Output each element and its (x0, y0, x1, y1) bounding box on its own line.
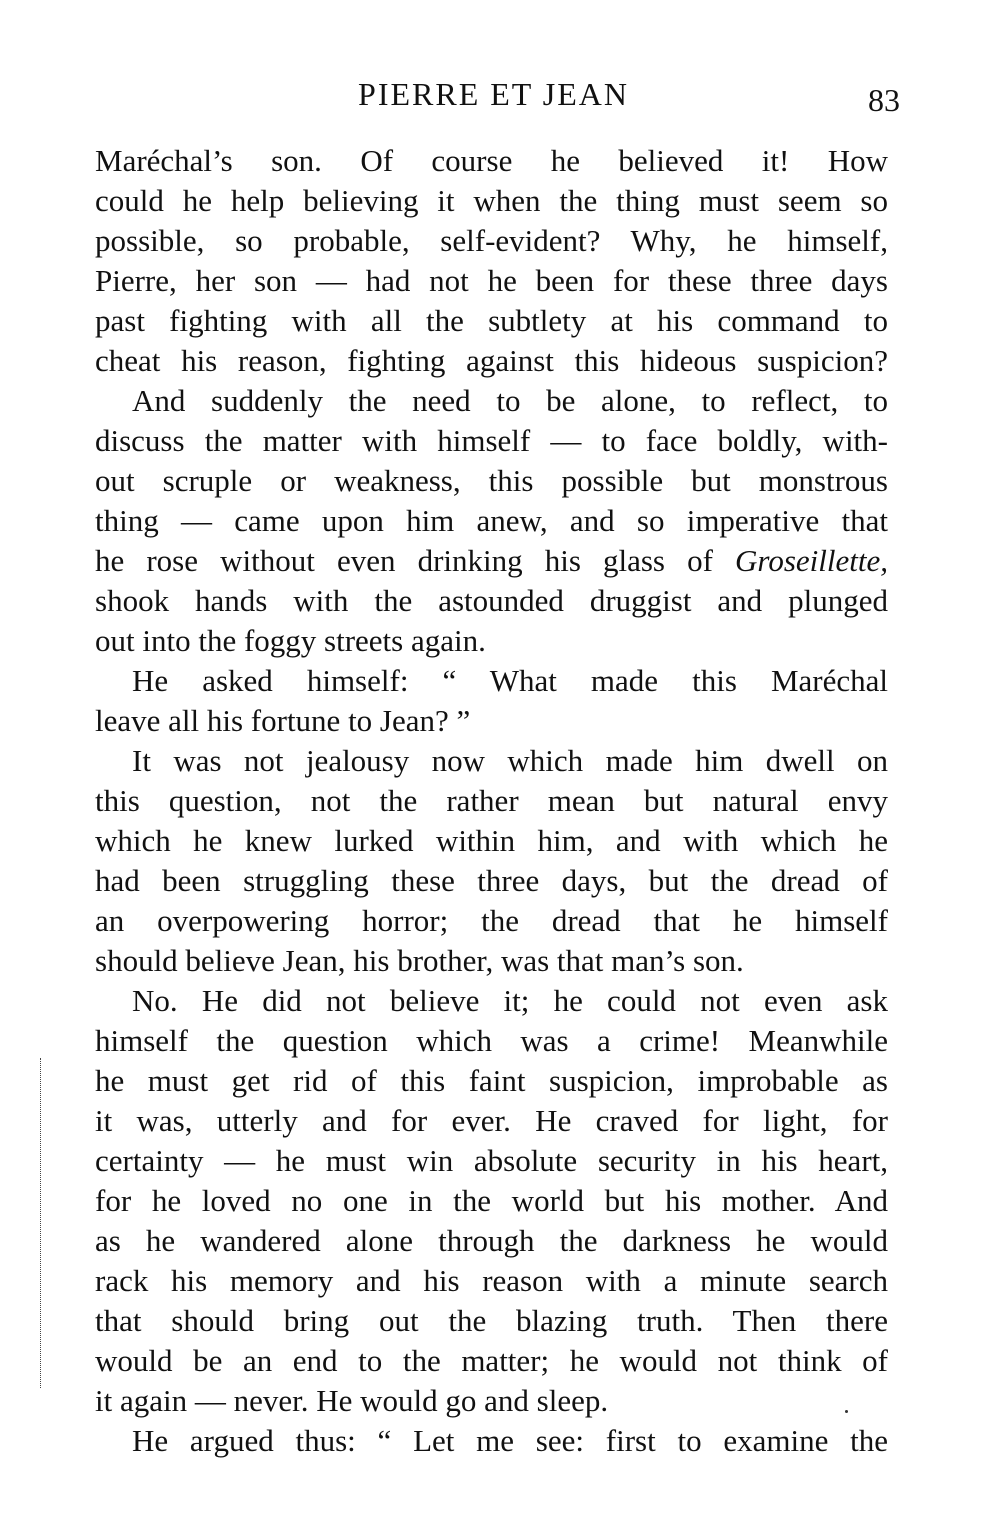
text-line: that should bring out the blazing truth. Then there (95, 1303, 888, 1338)
text-line: an overpowering horror; the dread that he himself (95, 903, 888, 938)
text-line: rack his memory and his reason with a minute search (95, 1263, 888, 1298)
text-line: had been struggling these three days, but the dread of (95, 863, 888, 898)
print-speck (845, 1410, 848, 1413)
text-line: leave all his fortune to Jean? ” (95, 703, 471, 738)
text-line: it again — never. He would go and sleep. (95, 1383, 609, 1418)
text-line: should believe Jean, his brother, was that man’s son. (95, 943, 744, 978)
text-line: he must get rid of this faint suspicion, improbable as (95, 1063, 888, 1098)
running-head (0, 72, 1000, 116)
text-line: would be an end to the matter; he would not think of (95, 1343, 888, 1378)
text-line: thing — came upon him anew, and so imperative that (95, 503, 888, 538)
text-line: shook hands with the astounded druggist and plunged (95, 583, 888, 618)
text-line: as he wandered alone through the darkness he would (95, 1223, 888, 1258)
text-line: himself the question which was a crime! Meanwhile (95, 1023, 888, 1058)
text-line (95, 541, 888, 581)
running-title: PIERRE ET JEAN (358, 76, 629, 112)
text-line: it was, utterly and for ever. He craved for light, for (95, 1103, 888, 1138)
paragraph-start-line: It was not jealousy now which made him dwell on (132, 743, 888, 778)
text-line: possible, so probable, self-evident? Why, he himself, (95, 223, 888, 258)
body-text (95, 141, 888, 1461)
text-line: Maréchal’s son. Of course he believed it! How (95, 143, 888, 178)
paragraph-start-line: He asked himself: “ What made this Maréchal (132, 663, 888, 698)
italic-word-groseillette: Groseillette, (735, 543, 889, 578)
margin-rule-mark (40, 1058, 41, 1388)
text-line: which he knew lurked within him, and with which he (95, 823, 888, 858)
text-line: past fighting with all the subtlety at his command to (95, 303, 888, 338)
text-line: out into the foggy streets again. (95, 623, 486, 658)
text-line: this question, not the rather mean but natural envy (95, 783, 888, 818)
paragraph-start-line: He argued thus: “ Let me see: first to examine the (132, 1423, 888, 1458)
text-line: for he loved no one in the world but his mother. And (95, 1183, 888, 1218)
text-line: discuss the matter with himself — to face boldly, with- (95, 423, 888, 458)
paragraph-start-line: And suddenly the need to be alone, to reflect, to (132, 383, 888, 418)
text-line: out scruple or weakness, this possible but monstrous (95, 463, 888, 498)
page-number: 83 (868, 82, 900, 118)
text-line-main: he rose without even drinking his glass of (95, 543, 713, 578)
text-line: Pierre, her son — had not he been for these three days (95, 263, 888, 298)
text-line: could he help believing it when the thing must seem so (95, 183, 888, 218)
text-line: cheat his reason, fighting against this hideous suspicion? (95, 343, 888, 378)
text-line: certainty — he must win absolute security in his heart, (95, 1143, 888, 1178)
paragraph-start-line: No. He did not believe it; he could not even ask (132, 983, 888, 1018)
